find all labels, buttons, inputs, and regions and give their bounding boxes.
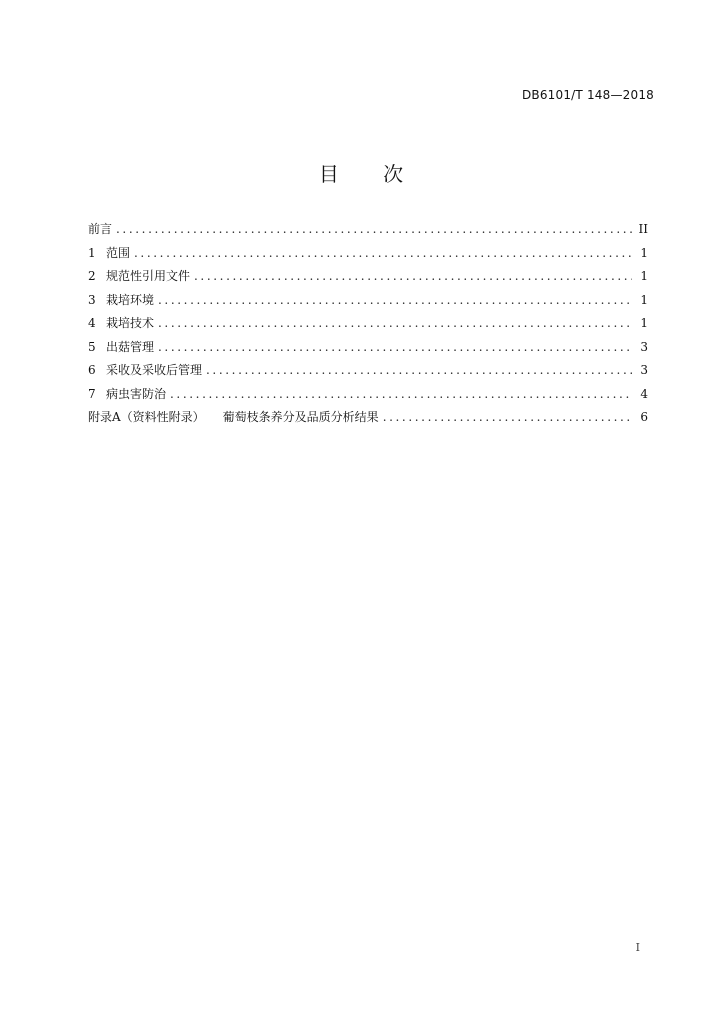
- toc-entry-page: 3: [640, 363, 648, 377]
- toc-leader-dots: [134, 242, 632, 266]
- toc-entry-label: 规范性引用文件: [106, 269, 191, 283]
- table-of-contents: [88, 218, 648, 430]
- toc-leader-dots: [158, 336, 632, 360]
- toc-entry-number: 7: [88, 386, 96, 401]
- toc-entry-page: 1: [640, 292, 648, 307]
- toc-entry-number: 6: [88, 363, 96, 377]
- toc-entry-foreword[interactable]: [88, 218, 648, 242]
- toc-entry-number: 1: [88, 245, 96, 260]
- toc-entry-subtitle: 葡萄枝条养分及品质分析结果: [222, 410, 379, 424]
- toc-leader-dots: [170, 383, 632, 407]
- toc-entry-label: 前言: [88, 222, 113, 236]
- toc-leader-dots: [206, 359, 632, 383]
- toc-entry-page: II: [638, 222, 648, 236]
- toc-entry-number: 2: [88, 269, 96, 283]
- toc-entry-number: 4: [88, 316, 96, 330]
- toc-leader-dots: [194, 265, 632, 289]
- toc-entry-6[interactable]: [88, 359, 648, 383]
- toc-entry-7[interactable]: [88, 383, 648, 407]
- toc-entry-label: 栽培环境: [106, 292, 155, 307]
- toc-leader-dots: [383, 406, 632, 430]
- toc-entry-page: 1: [640, 316, 648, 330]
- toc-entry-label: 病虫害防治: [106, 386, 167, 401]
- toc-leader-dots: [158, 312, 632, 336]
- toc-entry-page: 1: [640, 245, 648, 260]
- toc-entry-3[interactable]: [88, 289, 648, 313]
- toc-entry-label: 范围: [106, 245, 131, 260]
- toc-entry-number: 3: [88, 292, 96, 307]
- toc-entry-label: 栽培技术: [106, 316, 155, 330]
- page-title: 目 次: [318, 162, 406, 186]
- toc-entry-page: 4: [640, 386, 648, 401]
- document-code: DB6101/T 148—2018: [521, 88, 654, 102]
- toc-entry-1[interactable]: [88, 242, 648, 266]
- toc-entry-label: 附录A（资料性附录）: [88, 410, 205, 424]
- toc-entry-4[interactable]: [88, 312, 648, 336]
- toc-entry-label: 出菇管理: [106, 339, 155, 354]
- page-number: I: [635, 941, 640, 954]
- toc-entry-page: 3: [640, 339, 648, 354]
- toc-entry-label: 采收及采收后管理: [106, 363, 203, 377]
- toc-leader-dots: [158, 289, 632, 313]
- toc-entry-page: 6: [640, 410, 648, 424]
- toc-entry-2[interactable]: [88, 265, 648, 289]
- toc-leader-dots: [116, 218, 632, 242]
- toc-entry-appendix-a[interactable]: [88, 406, 648, 430]
- toc-entry-number: 5: [88, 339, 96, 354]
- toc-entry-page: 1: [640, 269, 648, 283]
- toc-entry-5[interactable]: [88, 336, 648, 360]
